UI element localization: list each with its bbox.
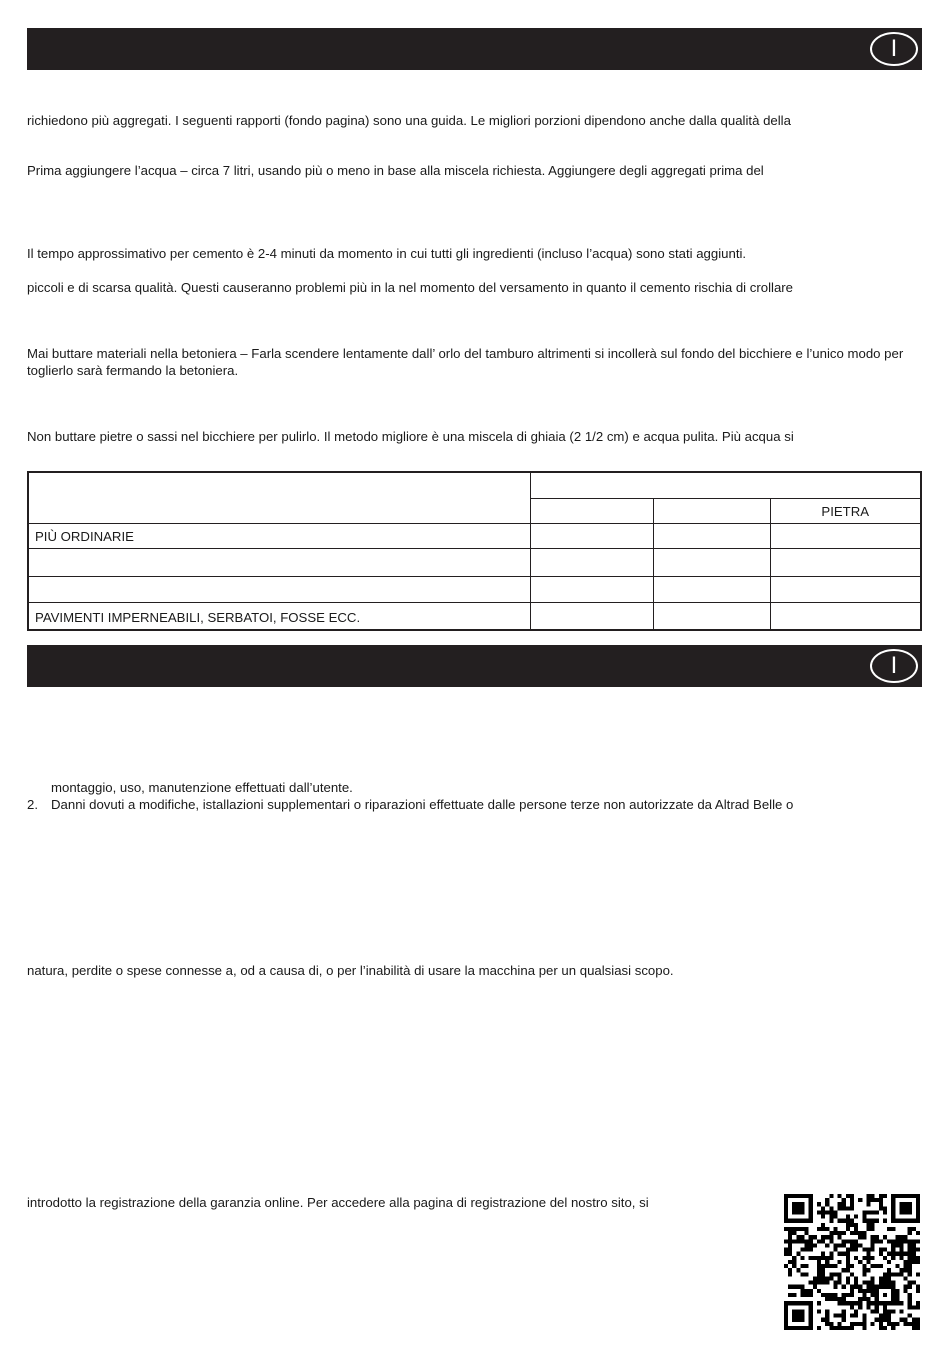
table-header-pietra: PIETRA — [770, 498, 921, 523]
table-row-label — [28, 548, 530, 576]
table-header-cell — [530, 472, 921, 498]
table-row — [28, 548, 921, 576]
paragraph-aggregates: richiedono più aggregati. I seguenti rapporti (fondo pagina) sono una guida. Le migliori porzioni dipendono anche dalla qualità della — [27, 113, 791, 128]
mix-ratio-table — [27, 471, 922, 631]
language-badge: I — [870, 649, 918, 683]
language-badge: I — [870, 32, 918, 66]
table-cell — [530, 602, 653, 630]
table-cell — [653, 523, 770, 548]
table-cell — [770, 523, 921, 548]
table-cell — [530, 523, 653, 548]
table-cell — [530, 548, 653, 576]
warranty-item-1-continued: montaggio, uso, manutenzione effettuati dall’utente. — [51, 780, 353, 795]
table-cell — [653, 576, 770, 602]
section-header-bar — [27, 645, 922, 687]
paragraph-cleaning: Non buttare pietre o sassi nel bicchiere per pulirlo. Il metodo migliore è una miscela di ghiaia (2 1/2 cm) e acqua pulita. Più acqua si — [27, 429, 794, 444]
table-cell — [653, 548, 770, 576]
table-cell — [530, 576, 653, 602]
table-cell — [770, 548, 921, 576]
paragraph-water: Prima aggiungere l’acqua – circa 7 litri, usando più o meno in base alla miscela richiesta. Aggiungere degli aggregati prima del — [27, 163, 764, 178]
section-header-bar — [27, 28, 922, 70]
table-cell — [770, 576, 921, 602]
paragraph-quality: piccoli e di scarsa qualità. Questi causeranno problemi più in la nel momento del versamento in quanto il cemento rischia di crollare — [27, 280, 794, 295]
table-header-cell — [28, 472, 530, 523]
warranty-item-2-number: 2. — [27, 797, 38, 812]
table-row-label: PIÙ ORDINARIE — [28, 523, 530, 548]
warranty-item-2-text: Danni dovuti a modifiche, istallazioni supplementari o riparazioni effettuate dalle persone terze non autorizzate da Altrad Belle o — [51, 797, 794, 812]
qr-code-icon[interactable] — [784, 1194, 920, 1330]
table-row — [28, 602, 921, 630]
table-row — [28, 523, 921, 548]
paragraph-time: Il tempo approssimativo per cemento è 2-4 minuti da momento in cui tutti gli ingredienti (incluso l’acqua) sono stati aggiunti. — [27, 246, 747, 261]
table-row-label — [28, 576, 530, 602]
table-cell — [653, 602, 770, 630]
table-row-label: PAVIMENTI IMPERNEABILI, SERBATOI, FOSSE ECC. — [28, 602, 530, 630]
table-header-cell — [530, 498, 653, 523]
table-row — [28, 576, 921, 602]
table-cell — [770, 602, 921, 630]
paragraph-liability: natura, perdite o spese connesse a, od a causa di, o per l’inabilità di usare la macchina per un qualsiasi scopo. — [27, 963, 674, 978]
paragraph-loading: Mai buttare materiali nella betoniera – Farla scendere lentamente dall’ orlo del tamburo altrimenti si incollerà sul fondo del bicchiere e l’unico modo per toglierlo sarà fermando la betoniera. — [27, 346, 904, 378]
paragraph-registration: introdotto la registrazione della garanzia online. Per accedere alla pagina di registrazione del nostro sito, si — [27, 1195, 649, 1210]
table-header-cell — [653, 498, 770, 523]
